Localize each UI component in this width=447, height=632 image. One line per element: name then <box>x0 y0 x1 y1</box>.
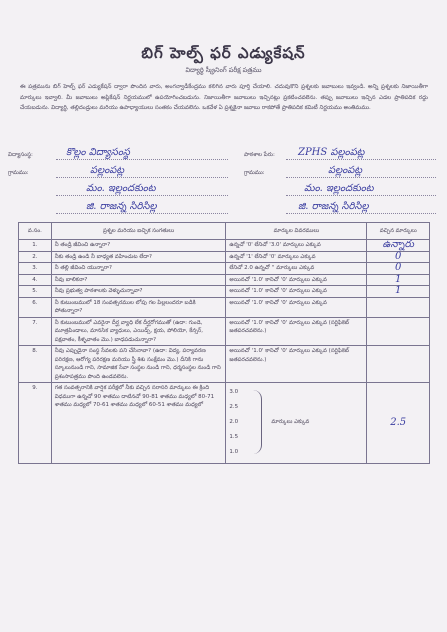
row-answer <box>367 317 430 346</box>
row-marks-scale <box>226 383 367 464</box>
col-header-marks-detail: మార్కుల వివరములు <box>226 223 367 240</box>
form-title: బిగ్ హెల్ప్ ఫర్ ఎడ్యుకేషన్ <box>141 44 306 62</box>
row-answer: 0 <box>367 251 430 263</box>
school-name-label: పాఠశాల పేరు: <box>244 152 275 158</box>
table-row <box>19 383 430 464</box>
row-question: నీవు బాలికనా? <box>51 274 226 286</box>
row-answer: ఉన్నారు <box>367 240 430 252</box>
school-value: కొల్లం విద్యాసంస్థ <box>66 147 130 158</box>
row-number: 1. <box>19 240 52 252</box>
row-answer <box>367 297 430 317</box>
row-answer: 0 <box>367 263 430 275</box>
scale-value: 2.0 <box>229 419 239 425</box>
form-subtitle: విద్యార్థి స్క్రీనింగ్ పరీక్ష పత్రము <box>185 66 262 74</box>
row-answer: 1 <box>367 286 430 298</box>
row-marks-detail: ఉన్నచో '0' లేనిచో '3.0' మార్కులు ఎక్కువ <box>226 240 367 252</box>
row-answer <box>367 346 430 383</box>
mandal2-value: మం. ఇల్లందకుంట <box>304 183 374 194</box>
row-marks-detail: ఉన్నచో '1' లేనిచో '0' మార్కులు ఎక్కువ <box>226 251 367 263</box>
row-question: నీ తండ్రి జీవించి ఉన్నారా? <box>51 240 226 252</box>
row-number: 4. <box>19 274 52 286</box>
row-number: 6. <box>19 297 52 317</box>
village-line <box>56 177 228 178</box>
village2-label: గ్రామము: <box>244 170 265 176</box>
screening-table <box>18 222 430 464</box>
col-header-question: ప్రశ్నల మరియు ఐచ్ఛిక సంగతులు <box>51 223 226 240</box>
row-question: నీ తల్లి జీవించి యున్నారా? <box>51 263 226 275</box>
table-row <box>19 274 430 286</box>
row-answer: 2.5 <box>367 383 430 464</box>
table-row <box>19 297 430 317</box>
field-row-village <box>8 166 438 179</box>
school-name-value: ZPHS పల్లంపట్ల <box>298 147 365 158</box>
row-number: 2. <box>19 251 52 263</box>
row-number: 3. <box>19 263 52 275</box>
row-number: 8. <box>19 346 52 383</box>
table-row <box>19 263 430 275</box>
village2-value: పల్లంపట్ల <box>328 165 363 176</box>
row-question: నీ కుటుంబములో ఎవరైనా దీర్ఘ వ్యాధి లేక దీర్ఘరోగముతో (ఉదా: గుండె, మూత్రపిండాలు, మానసిక వ్యాధులు, ఎయిడ్స్, క్షయ, పోలియో, కేన్సర్, పక్షవాతం, కీళ్ళవాతం మొ.) బాధపడుచున్నారా? <box>51 317 226 346</box>
row-number: 5. <box>19 286 52 298</box>
table-row <box>19 286 430 298</box>
row-question: నీవు ఎప్పుడైనా సంస్థ సేవలకు పని చేసినావా? (ఉదా: విద్య, పర్యావరణ పరిరక్షణ, ఆరోగ్య పరిరక్షణ మరియు స్త్రీ శిశు సంక్షేమం మొ.) దీనికి గాను స్కూలునుండి గాని, సామాజిక సేవా సంస్థల నుండి గాని, ధర్మసంస్థల నుండి గాని ప్రశంసాపత్రము పొంది ఉండవలెను. <box>51 346 226 383</box>
village-value: పల్లంపట్ల <box>90 165 125 176</box>
row-question: నీకు తండ్రి ఉండి నీ బాధ్యత వహించుట లేదా? <box>51 251 226 263</box>
scale-value: 1.0 <box>229 449 239 455</box>
scale-note: మార్కులు ఎక్కువ <box>271 419 310 425</box>
intro-paragraph: ఈ పత్రమును బిగ్ హెల్ప్ ఫర్ ఎడ్యుకేషన్ ద్వారా పొందిన వారు, అంగన్వాడీకేంద్రము కలిగిన వారు పూర్తి చేయాలి. చదువుకొని ప్రశ్నలకు జవాబులు ఇవ్వండి. అన్ని ప్రశ్నలకు నిజాయితీగా మార్కులు ఇవ్వాలి. మీ జవాబులు అప్లికేషన్ నిర్ణయములో ఉపయోగించబడును. నిజాయితీగా జవాబులు ఇచ్చినట్లు ప్రకటించవలెను. తప్పు జవాబులు ఇచ్చిన ఎడల ప్రాతిపదిక రద్దు చేయబడును. విద్యార్థి, తల్లిదండ్రులు మరియు ఉపాధ్యాయులు సంతకం చేయవలెను. ఒకవేళ ఏ ప్రశ్నకైనా జవాబు రాకపోతే ప్రాతిపదిక కమిటీ నిర్ణయము అంతిమము. <box>20 84 428 112</box>
scale-value: 1.5 <box>229 434 239 440</box>
table-row <box>19 317 430 346</box>
table-header-row <box>19 223 430 240</box>
row-marks-detail: లేనిచో 2.0 ఉన్నచో '' మార్కులు ఎక్కువ <box>226 263 367 275</box>
row-question: నీవు ప్రభుత్వ పాఠశాలకు వెళ్ళుచున్నావా? <box>51 286 226 298</box>
district2-value: జి. రాజన్న సిరిసిల్ల <box>298 201 369 212</box>
row-marks-detail: అయినచో '1.0' కానిచో '0' మార్కులు ఎక్కువ (సర్టిఫికెట్ జతపరచవలెను.) <box>226 317 367 346</box>
village-label: గ్రామము: <box>8 170 29 176</box>
field-row-district <box>8 202 438 215</box>
mandal-value: మం. ఇల్లందకుంట <box>86 183 156 194</box>
marks-scale <box>229 384 363 462</box>
scale-value: 2.5 <box>229 404 239 410</box>
school-label: విద్యాసంస్థ: <box>8 152 33 158</box>
brace-shape <box>253 390 262 454</box>
row-marks-detail: అయినచో '1.0' కానిచో '0' మార్కులు ఎక్కువ <box>226 297 367 317</box>
table-row <box>19 240 430 252</box>
col-header-no: వ.సం. <box>19 223 52 240</box>
table-row <box>19 251 430 263</box>
row-answer: 1 <box>367 274 430 286</box>
field-row-school <box>8 148 438 161</box>
table-row <box>19 346 430 383</box>
scale-value: 3.0 <box>229 389 239 395</box>
row-question: గత సంవత్సరానికి వార్షిక పరీక్షలో నీకు వచ్చిన సరాసరి మార్కులు ఈ క్రింది విధముగా ఉన్నచో 90 శాతము దాటినచో 90-81 శాతము మధ్యలో 80-71 శాతము మధ్యలో 70-61 శాతము మధ్యలో 60-51 శాతము మధ్యలో <box>51 383 226 464</box>
district-value: జి. రాజన్న సిరిసిల్ల <box>86 201 157 212</box>
row-marks-detail: అయినచో '1.0' కానిచో '0' మార్కులు ఎక్కువ <box>226 274 367 286</box>
col-header-marks-obtained: వచ్చిన మార్కులు <box>367 223 430 240</box>
row-marks-detail: అయినచో '1.0' కానిచో '0' మార్కులు ఎక్కువ (సర్టిఫికెట్ జతపరచవలెను.) <box>226 346 367 383</box>
field-row-mandal <box>8 184 438 197</box>
row-marks-detail: అయినచో '1.0' కానిచో '0' మార్కులు ఎక్కువ <box>226 286 367 298</box>
row-number: 7. <box>19 317 52 346</box>
row-question: నీ కుటుంబములో 18 సంవత్సరముల లోపు గల పిల్లలందరూ బడికి పోతున్నారా? <box>51 297 226 317</box>
row-number: 9. <box>19 383 52 464</box>
